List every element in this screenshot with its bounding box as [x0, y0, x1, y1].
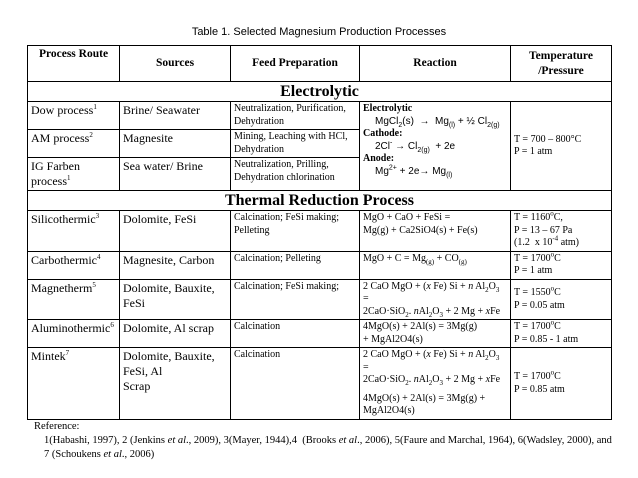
sources-cell: Dolomite, Bauxite, FeSi: [120, 279, 231, 320]
header-temperature: Temperature /Pressure: [511, 46, 612, 82]
feed-cell: Calcination: [231, 348, 360, 420]
process-route-cell: Carbothermic$^4$: [28, 251, 120, 279]
sources-cell: Dolomite, Al scrap: [120, 320, 231, 348]
section-row-thermal: [28, 191, 612, 211]
process-route-cell: Mintek$^7$: [28, 348, 120, 420]
reaction-equation: MgCl$_2$(s) → $Mg_{(l)}$ + ½ $Cl_{2(g)}$: [375, 115, 500, 129]
process-route-cell: AM process$^2$: [28, 130, 120, 158]
reaction-cell: MgO + CaO + FeSi = Mg(g) + Ca2SiO4(s) + Fe(s): [360, 211, 511, 252]
feed-cell: Calcination; Pelleting: [231, 251, 360, 279]
anode-label: Anode:: [363, 153, 395, 165]
sources-cell: Dolomite, FeSi: [120, 211, 231, 252]
anode-equation: $Mg^{2+} + 2e\to Mg_{(l)}$: [375, 164, 453, 179]
pressure-value: P = 1 atm: [514, 146, 553, 158]
feed-cell: Mining, Leaching with HCl, Dehydration: [231, 130, 360, 158]
process-route-cell: Aluminothermic$^6$: [28, 320, 120, 348]
references: [34, 420, 614, 463]
section-electrolytic: Electrolytic: [28, 82, 612, 102]
process-route-cell: IG Farben process$^1$: [28, 158, 120, 191]
table-row: [28, 102, 612, 130]
temperature-cell: $T = 1700^oC$ P = 0.85 atm: [511, 348, 612, 420]
process-route-cell: Dow process$^1$: [28, 102, 120, 130]
electrolytic-reaction-cell: [360, 102, 511, 191]
feed-cell: Calcination: [231, 320, 360, 348]
section-row-electrolytic: [28, 82, 612, 102]
process-route-cell: Magnetherm$^5$: [28, 279, 120, 320]
cathode-label: Cathode:: [363, 128, 403, 140]
section-thermal-reduction: Thermal Reduction Process: [28, 191, 612, 211]
feed-cell: Neutralization, Purification, Dehydration: [231, 102, 360, 130]
table-row: [28, 279, 612, 320]
header-sources: Sources: [120, 46, 231, 82]
sources-cell: Magnesite: [120, 130, 231, 158]
sources-cell: Magnesite, Carbon: [120, 251, 231, 279]
header-process-route: Process Route: [28, 46, 120, 82]
feed-cell: Calcination; FeSi making; Pelleting: [231, 211, 360, 252]
table-row: [28, 251, 612, 279]
header-feed-preparation: Feed Preparation: [231, 46, 360, 82]
temperature-cell: $T = 1550^oC$ P = 0.05 atm: [511, 279, 612, 320]
sources-cell: Sea water/ Brine: [120, 158, 231, 191]
reference-text: 1(Habashi, 1997), 2 (Jenkins et al., 2009), 3(Mayer, 1944),4 (Brooks et al., 2006), 5(Faure and Marchal, 1964), 6(Wadsley, 2000), and 7 (Schoukens et al., 2006): [44, 435, 612, 461]
reaction-cell: 2 CaO MgO + (x Fe) Si + n $Al_2O_3$ = 2CaO·SiO$_2$. $nAl_2O_3 + 2$ Mg + xFe: [360, 279, 511, 320]
table-row: [28, 211, 612, 252]
reaction-cell: 4MgO(s) + 2Al(s) = 3Mg(g) + MgAl2O4(s): [360, 320, 511, 348]
electrolytic-temperature-cell: [511, 102, 612, 191]
table-row: [28, 348, 612, 420]
pressure-note: (1.2 x $10^{-4}$ atm): [514, 235, 580, 249]
header-reaction: Reaction: [360, 46, 511, 82]
temperature-value: T = 700 – 800°C: [514, 133, 582, 145]
temperature-cell: $T = 1700^oC$ P = 1 atm: [511, 251, 612, 279]
reaction-label: Electrolytic: [363, 103, 413, 115]
cathode-equation: $2Cl^- \to Cl_{2(g)} + 2e$: [375, 139, 456, 154]
temperature-value: $T = 1700^oC$: [514, 319, 561, 333]
reaction-cell: MgO + $C = Mg_{(g)} + CO_{(g)}$: [360, 251, 511, 279]
temperature-value: $T = 1700^oC$: [514, 250, 561, 264]
table-row: [28, 320, 612, 348]
feed-cell: Calcination; FeSi making;: [231, 279, 360, 320]
temperature-value: $T = 1700^oC$: [514, 368, 561, 383]
temperature-value: $T = 1550^oC$: [514, 284, 561, 299]
reference-label: Reference:: [34, 421, 80, 432]
feed-cell: Neutralization, Prilling, Dehydration chlorination: [231, 158, 360, 191]
sources-cell: Brine/ Seawater: [120, 102, 231, 130]
temperature-cell: $T = 1700^oC$ P = 0.85 - 1 atm: [511, 320, 612, 348]
sources-cell: Dolomite, Bauxite, FeSi, Al Scrap: [120, 348, 231, 420]
reaction-cell: 2 CaO MgO + (x Fe) Si + n $Al_2O_3$ = 2CaO·SiO$_2$. $nAl_2O_3 + 2$ Mg + xFe 4MgO(s) + 2Al(s) = 3Mg(g) + MgAl2O4(s): [360, 348, 511, 420]
table-title: Table 1. Selected Magnesium Production Processes: [191, 26, 447, 38]
process-route-cell: Silicothermic$^3$: [28, 211, 120, 252]
magnesium-processes-table: [27, 45, 612, 420]
header-row: [28, 46, 612, 82]
temperature-value: $T = 1160^oC$,: [514, 210, 563, 224]
temperature-cell: $T = 1160^oC$, P = 13 – 67 Pa (1.2 x $10^{-4}$ atm): [511, 211, 612, 252]
